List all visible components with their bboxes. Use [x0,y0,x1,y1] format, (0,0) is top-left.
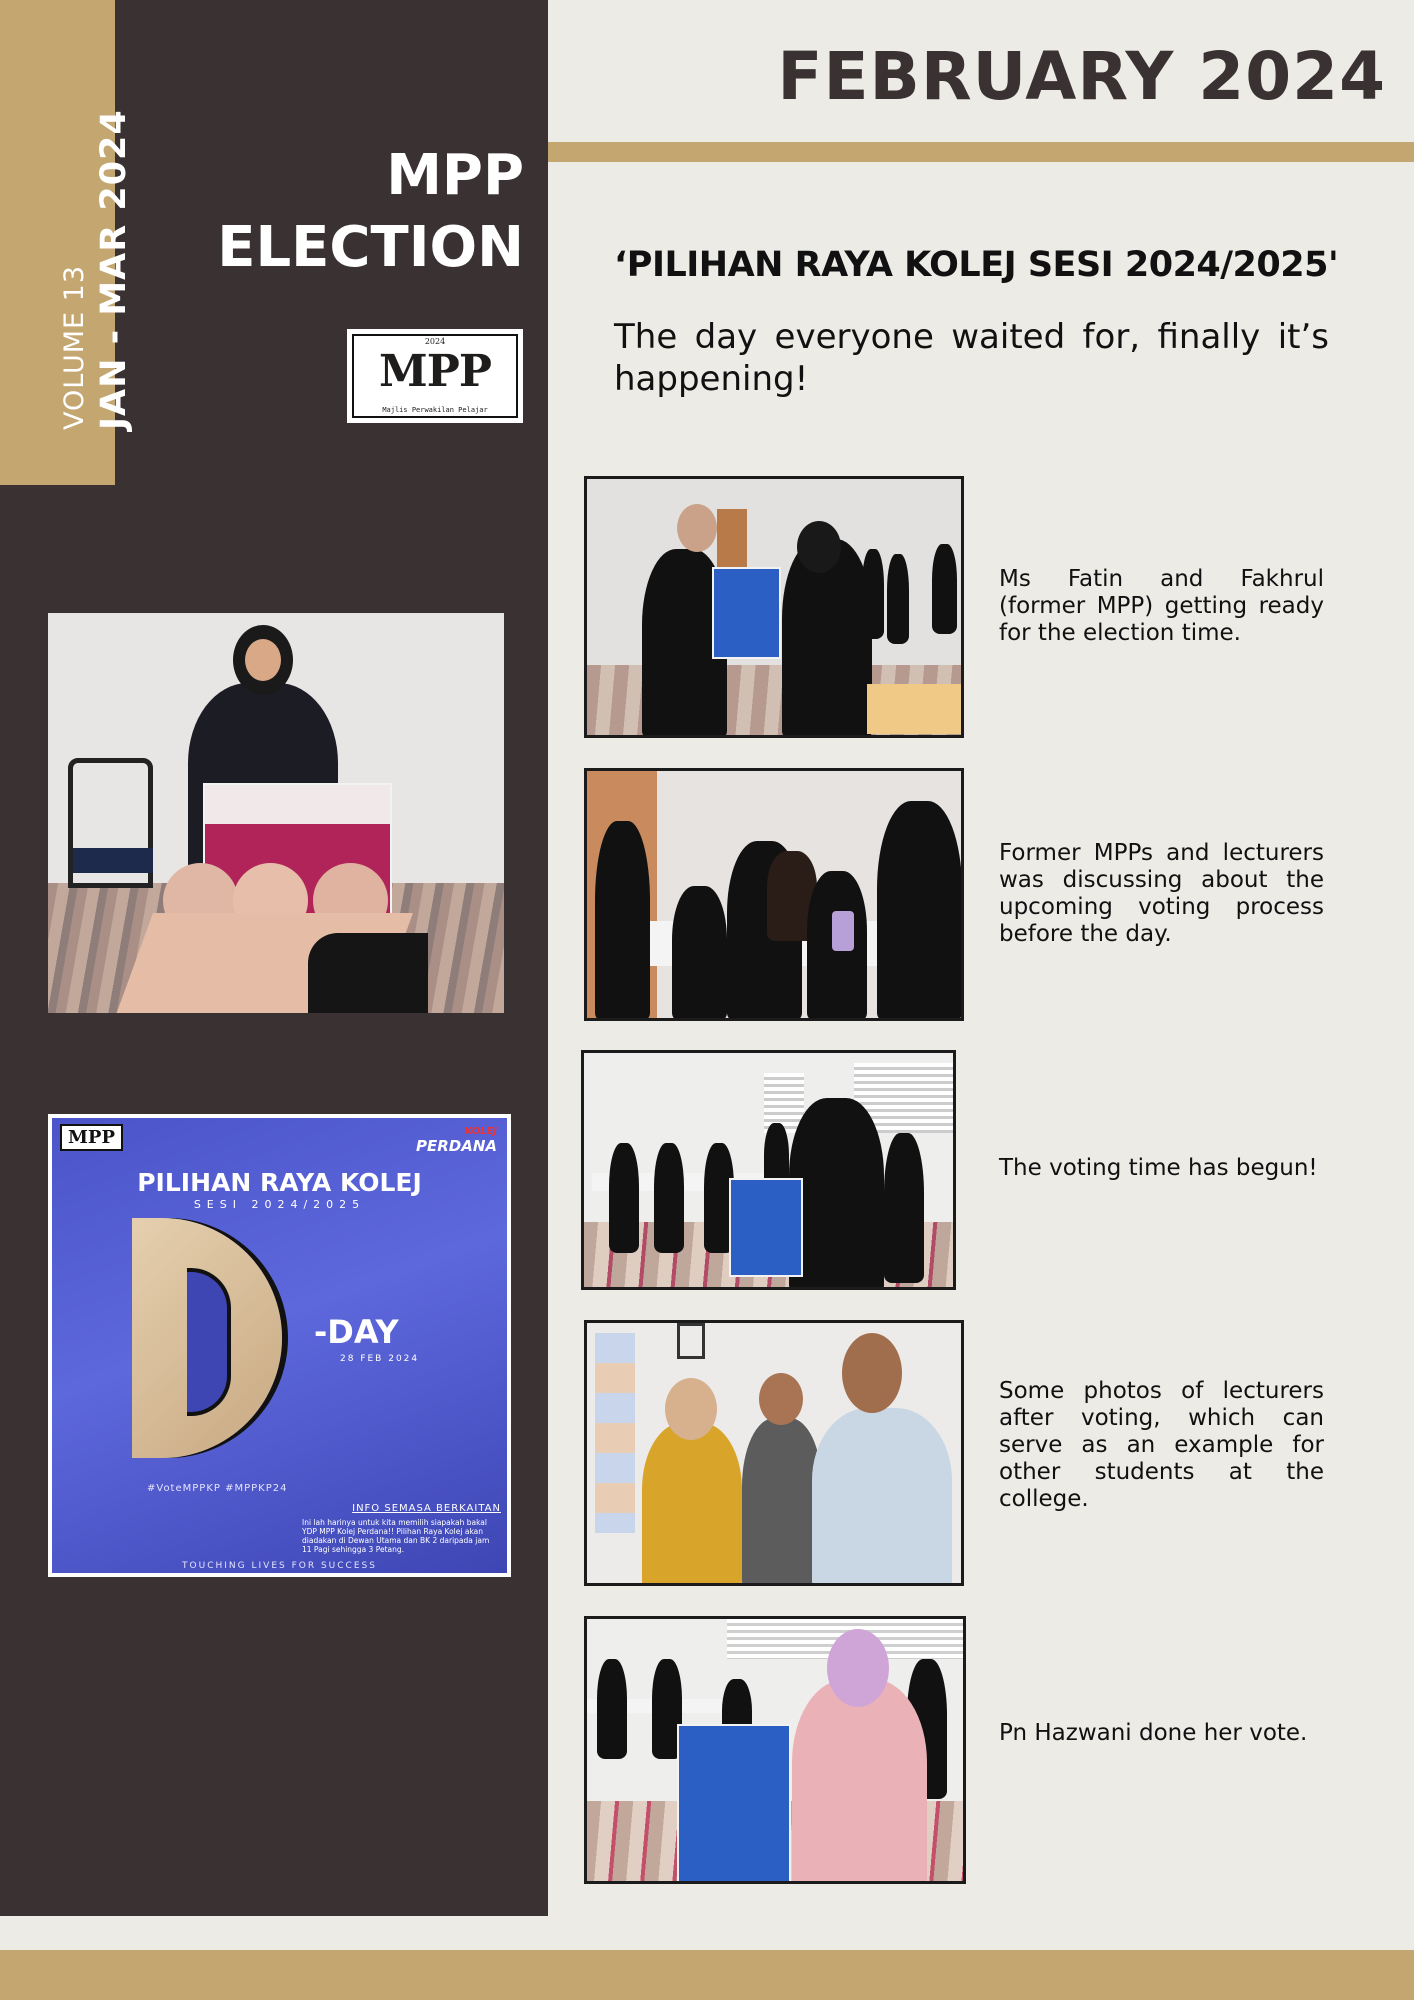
caption-3: The voting time has begun! [999,1155,1318,1181]
background-person [887,554,909,644]
volume-period: JAN - MAR 2024 [94,109,134,430]
footer-band [0,1950,1414,2000]
article-title: ‘PILIHAN RAYA KOLEJ SESI 2024/2025' [614,245,1339,285]
background-person [932,544,957,634]
staff-figure [609,1143,639,1253]
header-rule [548,142,1414,162]
caption-2: Former MPPs and lecturers was discussing about the upcoming voting process before the day. [999,840,1324,947]
caption-4: Some photos of lecturers after voting, which can serve as an example for other students at the college. [999,1378,1324,1512]
logo-mark: MPP [379,346,491,397]
fatin-head [797,521,841,573]
section-title [184,140,524,284]
photo-lecturers-after-voting [584,1320,964,1586]
photo-pn-hazwani [584,1616,966,1884]
background-person [862,549,884,639]
lecturer-figure [812,1408,952,1586]
lecturer-figure [877,801,962,1021]
staff-figure [654,1143,684,1253]
dday-poster [48,1114,511,1577]
caption-1: Ms Fatin and Fakhrul (former MPP) getting ready for the election time. [999,566,1324,646]
sleeve [308,933,428,1013]
chair-seat [73,848,153,873]
poster-info-body: Ini lah harinya untuk kita memilih siapakah bakal YDP MPP Kolej Perdana!! Pilihan Raya Kolej akan diadakan di Dewan Utama dan BK 2 daripada jam 11 Pagi sehingga 3 Petang. [302,1518,490,1554]
poster-brand-name: PERDANA [415,1137,497,1155]
mpp-logo-frame [352,334,518,418]
lecturer-figure [595,821,650,1021]
staff-figure [597,1659,627,1759]
mpp-logo [347,329,523,423]
ballot-box [729,1178,803,1277]
poster-brand [416,1124,497,1154]
fakhrul-head [677,504,717,552]
poster-mpp-logo: MPP [60,1124,123,1151]
article-lead: The day everyone waited for, finally it’s happening! [614,317,1329,399]
hazwani-head [827,1629,889,1707]
month-header: FEBRUARY 2024 [777,38,1386,115]
lecturer-figure [642,1423,742,1586]
lecturer-head [842,1333,902,1413]
caption-5: Pn Hazwani done her vote. [999,1720,1308,1746]
logo-subtitle: Majlis Perwakilan Pelajar [382,406,488,414]
ballot-box [677,1724,791,1883]
poster-dday: -DAY [314,1313,399,1351]
poster-d-counter [187,1268,231,1416]
poster-tagline: TOUCHING LIVES FOR SUCCESS [182,1561,377,1571]
lecturer-figure [742,1418,822,1586]
photo-discussion [584,768,964,1021]
hazwani-figure [792,1679,927,1884]
lecturer-head [665,1378,717,1440]
notice-board [595,1333,635,1533]
section-title-line2: ELECTION [217,215,524,280]
volume-tab [0,0,134,485]
poster-date: 28 FEB 2024 [340,1354,420,1364]
photo-ballot-officer [48,613,504,1013]
poster-hashtags: #VoteMPPKP #MPPKP24 [147,1483,288,1494]
poster-d-letter [132,1218,282,1458]
poster-title: PILIHAN RAYA KOLEJ [137,1168,422,1197]
water-bottle [832,911,854,951]
poster-info-title: INFO SEMASA BERKAITAN [352,1503,501,1514]
volume-label [58,109,136,430]
photo-voting-begun [581,1050,956,1290]
photo-fatin-fakhrul [584,476,964,738]
poster-brand-small: KOLEJ [464,1126,497,1137]
volume-number: VOLUME 13 [59,264,90,430]
officer-face [245,639,281,681]
wall-frame [677,1323,705,1359]
poster-session: SESI 2024/2025 [193,1198,366,1211]
staff-figure [884,1133,924,1283]
voter-figure [789,1098,884,1290]
logo-year: 2024 [424,337,446,346]
lecturer-head [759,1373,803,1425]
section-title-line1: MPP [386,143,524,208]
ballot-box [712,567,781,659]
lecturer-figure [672,886,727,1021]
table [867,684,964,734]
